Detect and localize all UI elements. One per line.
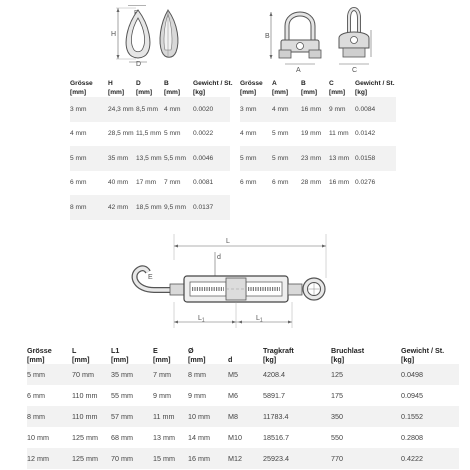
cell: 6 mm	[27, 391, 45, 400]
cell: 57 mm	[111, 406, 153, 427]
cell: 5 mm	[164, 130, 181, 138]
cell: 0.0158	[355, 146, 396, 171]
cell: 4 mm	[240, 130, 257, 138]
thimble-diagram	[98, 4, 190, 66]
th-grosse: Grösse [mm]	[240, 80, 263, 96]
th-b: B [mm]	[301, 80, 318, 96]
clamp-table	[240, 71, 396, 195]
cell: 13 mm	[329, 146, 355, 171]
th-a: A [mm]	[272, 80, 289, 96]
cell: 0.2808	[401, 433, 423, 442]
th-h: H [mm]	[108, 80, 125, 96]
thimble-h-label: H	[111, 31, 117, 38]
cell: 125	[331, 364, 401, 385]
cell: 5 mm	[27, 364, 72, 385]
cell: 6 mm	[272, 179, 289, 187]
cell: M12	[228, 448, 263, 469]
turnbuckle-l1-left-label: $L_1$	[198, 315, 205, 324]
cell: 0.0020	[193, 97, 230, 122]
cell: 175	[331, 391, 343, 400]
table-row	[240, 97, 396, 122]
cell: 4 mm	[70, 130, 87, 138]
cell: 35 mm	[111, 364, 153, 385]
th-gewicht: Gewicht / St. [kg]	[193, 80, 233, 96]
cell: 4 mm	[164, 97, 193, 122]
cell: 7 mm	[164, 179, 181, 187]
cell: 16 mm	[329, 179, 350, 187]
cell: 10 mm	[188, 406, 228, 427]
thimble-d-label: D	[136, 61, 142, 66]
th-d: D [mm]	[136, 80, 153, 96]
th-gewicht: Gewicht / St. [kg]	[401, 346, 445, 364]
cell: 5 mm	[272, 146, 301, 171]
cell: 125 mm	[72, 448, 111, 469]
cell: 19 mm	[301, 130, 322, 138]
cell: 5891.7	[263, 391, 285, 400]
turnbuckle-diagram	[118, 232, 332, 334]
cell: 11 mm	[329, 130, 349, 138]
table-row	[70, 195, 230, 220]
thimble-table	[70, 71, 233, 220]
cell: 110 mm	[72, 391, 98, 400]
cell: 3 mm	[70, 97, 108, 122]
cell: 10 mm	[27, 433, 49, 442]
th-grosse: Grösse [mm]	[70, 80, 93, 96]
clamp-b-label: B	[265, 33, 270, 40]
cell: 18516.7	[263, 433, 289, 442]
table-row	[240, 171, 396, 196]
cell: 12 mm	[27, 448, 72, 469]
table-row	[27, 406, 459, 427]
cell: 550	[331, 433, 343, 442]
clamp-header-row	[240, 71, 396, 97]
cell: 0.0137	[193, 195, 230, 220]
cell: 0.0945	[401, 391, 423, 400]
cell: 125 mm	[72, 433, 98, 442]
cell: 9,5 mm	[164, 195, 193, 220]
table-row	[70, 171, 230, 196]
th-diameter: Ø [mm]	[188, 346, 206, 364]
table-row	[240, 122, 396, 147]
turnbuckle-e-label: E	[148, 274, 153, 281]
cell: 11 mm	[153, 406, 188, 427]
cell: M8	[228, 406, 263, 427]
cell: 24,3 mm	[108, 97, 136, 122]
cell: 13,5 mm	[136, 146, 164, 171]
cell: 0.0046	[193, 146, 230, 171]
cell: 68 mm	[111, 433, 133, 442]
cell: 28,5 mm	[108, 130, 134, 138]
cell: 55 mm	[111, 391, 133, 400]
cell: 5 mm	[70, 146, 108, 171]
table-row	[70, 97, 230, 122]
clamp-a-label: A	[296, 67, 301, 74]
cell: 0.4222	[401, 448, 459, 469]
cell: 8,5 mm	[136, 97, 164, 122]
cell: 70 mm	[111, 448, 153, 469]
cell: 16 mm	[188, 448, 228, 469]
cell: 6 mm	[70, 179, 87, 187]
table-row	[27, 385, 459, 406]
table-row	[240, 146, 396, 171]
table-row	[70, 146, 230, 171]
cell: 0.0498	[401, 364, 459, 385]
cell: 11783.4	[263, 406, 331, 427]
cell: 9 mm	[188, 391, 206, 400]
cell: 35 mm	[108, 146, 136, 171]
cell: 14 mm	[188, 433, 210, 442]
th-l: L [mm]	[72, 346, 90, 364]
cell: 350	[331, 406, 401, 427]
turnbuckle-l-label: L	[226, 238, 230, 245]
cell: 9 mm	[153, 391, 171, 400]
th-l1: L1 [mm]	[111, 346, 129, 364]
table-row	[27, 448, 459, 469]
cell: 0.0142	[355, 130, 376, 138]
cell: 9 mm	[329, 97, 355, 122]
cell: 18,5 mm	[136, 195, 164, 220]
cell: 4 mm	[272, 97, 301, 122]
cell: 23 mm	[301, 146, 329, 171]
cell: 5,5 mm	[164, 146, 193, 171]
cell: 8 mm	[188, 364, 228, 385]
cell: 40 mm	[108, 179, 129, 187]
th-gewicht: Gewicht / St. [kg]	[355, 80, 395, 96]
cell: 3 mm	[240, 97, 272, 122]
turnbuckle-table	[27, 338, 459, 469]
cell: 770	[331, 448, 401, 469]
cell: 28 mm	[301, 179, 322, 187]
clamp-c-label: C	[352, 67, 358, 74]
th-d: d	[228, 355, 233, 364]
cell: 8 mm	[70, 195, 108, 220]
th-bruchlast: Bruchlast [kg]	[331, 346, 365, 364]
thimble-header-row	[70, 71, 230, 97]
cell: 110 mm	[72, 406, 111, 427]
th-grosse: Grösse [mm]	[27, 346, 52, 364]
cell: 8 mm	[27, 406, 72, 427]
cell: 4208.4	[263, 364, 331, 385]
cell: 25923.4	[263, 448, 331, 469]
cell: M10	[228, 433, 242, 442]
cell: 11,5 mm	[136, 130, 162, 138]
cell: 16 mm	[301, 97, 329, 122]
cell: 0.0022	[193, 130, 214, 138]
cell: 70 mm	[72, 364, 111, 385]
cell: 0.0276	[355, 179, 376, 187]
wire-clamp-diagram	[263, 4, 381, 76]
cell: 15 mm	[153, 448, 188, 469]
th-c: C [mm]	[329, 80, 346, 96]
table-row	[27, 364, 459, 385]
turnbuckle-header-row	[27, 338, 459, 364]
th-b: B [mm]	[164, 80, 181, 96]
table-row	[70, 122, 230, 147]
cell: 0.0084	[355, 97, 396, 122]
cell: 13 mm	[153, 433, 175, 442]
cell: 0.0081	[193, 179, 214, 187]
cell: M6	[228, 391, 238, 400]
cell: 5 mm	[240, 146, 272, 171]
cell: 17 mm	[136, 179, 157, 187]
table-row	[27, 427, 459, 448]
cell: 5 mm	[272, 130, 289, 138]
th-tragkraft: Tragkraft [kg]	[263, 346, 294, 364]
cell: 6 mm	[240, 179, 257, 187]
cell: M5	[228, 364, 263, 385]
cell: 7 mm	[153, 364, 188, 385]
th-e: E [mm]	[153, 346, 171, 364]
turnbuckle-l1-right-label: $L_1$	[256, 315, 263, 324]
turnbuckle-d-label: d	[217, 254, 221, 261]
cell: 0.1552	[401, 406, 459, 427]
cell: 42 mm	[108, 195, 136, 220]
